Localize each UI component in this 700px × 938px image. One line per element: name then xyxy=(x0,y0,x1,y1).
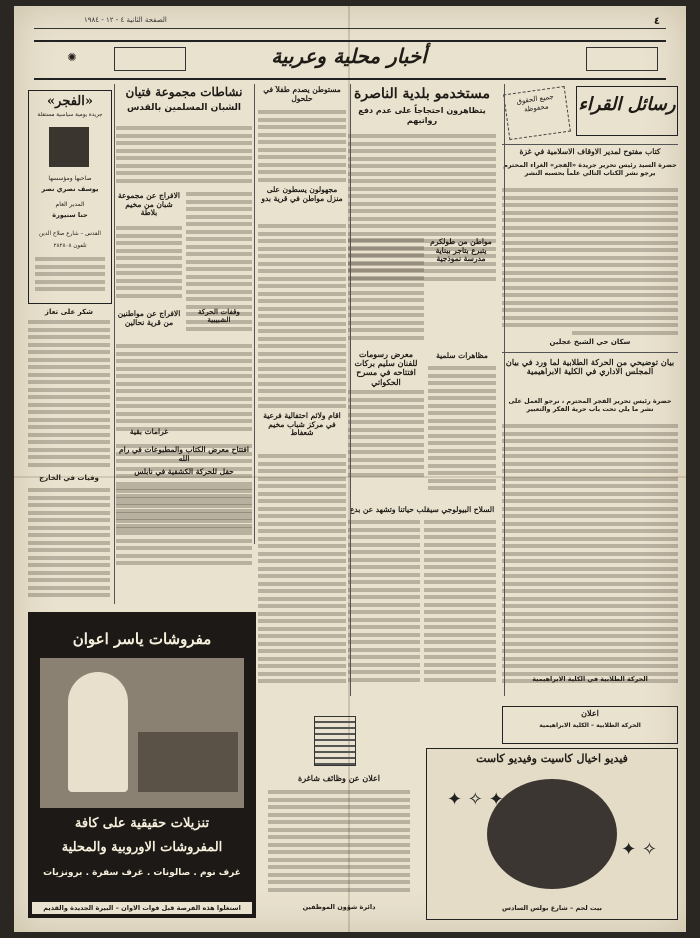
star-decoration: ✦ ✧ ✦ xyxy=(447,789,504,810)
nazareth-subhead: يتظاهرون احتجاجاً على عدم دفع رواتبهم xyxy=(358,106,486,125)
column-rule xyxy=(254,84,255,544)
fajr-phone: تلفون ٢٨٢٨٠٨ xyxy=(53,243,87,249)
editor-name: حنا سنيورة xyxy=(52,211,88,219)
furniture-ad xyxy=(28,612,256,918)
video-ad-footer: بيت لحم – شارع بولس السادس xyxy=(502,904,602,913)
protest-headline: مظاهرات سلمية xyxy=(436,352,488,360)
letter1-body xyxy=(502,188,678,338)
rights-stamp: جميع الحقوق محفوظة xyxy=(503,86,571,140)
settlers-column xyxy=(258,86,346,706)
video-ad xyxy=(426,748,678,920)
shuafat-body xyxy=(258,454,346,687)
balata-headline: الافراج عن مجموعة شبان من مخيم بلاطة xyxy=(118,191,180,218)
woman-illustration xyxy=(487,779,617,889)
fajr-details xyxy=(35,257,105,295)
deaths-body xyxy=(28,488,110,601)
jobs-body xyxy=(268,790,410,895)
thanks-body xyxy=(28,320,110,470)
header-rule xyxy=(34,28,666,29)
readers-letters-column xyxy=(502,86,678,686)
fines-headline: غرامات بقية xyxy=(129,427,169,436)
bio-headline: السلاح البيولوجي سيقلب حياتنا وتشهد عن بدع xyxy=(349,506,495,514)
paper-logo: ✺ xyxy=(67,51,77,64)
column-rule xyxy=(504,84,505,696)
tulkarm-article xyxy=(426,238,496,308)
editor-label: المدير العام xyxy=(55,201,85,208)
nahalin-headline: الافراج عن مواطنين من قرية نحالين xyxy=(117,309,181,327)
notice-title: اعلان xyxy=(581,708,599,718)
letter2-signature: الحركة الطلابية في الكلية الابراهيمية xyxy=(532,675,648,683)
exhibition-article xyxy=(348,238,424,498)
jobs-notice xyxy=(264,706,414,916)
readers-letters-title-box xyxy=(576,86,678,136)
furniture-offer: تنزيلات حقيقية على كافة xyxy=(74,816,210,831)
founder-name: يوسف نصري نصر xyxy=(41,185,99,193)
jobs-headline: اعلان عن وظائف شاغرة xyxy=(298,773,380,783)
letter1-subhead: حضرة السيد رئيس تحرير جريدة «الفجر» الغراء المحترم يرجو نشر الكتاب التالي علماً بحسبه النشر xyxy=(503,161,677,177)
notice-box xyxy=(502,706,678,744)
rule xyxy=(502,144,678,145)
founder-portrait xyxy=(49,127,89,167)
video-ad-title: فيديو اخيال كاسيت وفيديو كاست xyxy=(476,752,628,765)
bed-figure xyxy=(138,732,238,792)
book-fair-headline: افتتاح معرض الكتاب والمطبوعات في رام الله xyxy=(119,445,249,463)
settler-body xyxy=(258,110,346,185)
fajr-masthead-box xyxy=(28,90,112,304)
readers-letters-title: رسائل القراء xyxy=(578,94,676,115)
section-title: أخبار محلية وعربية xyxy=(271,44,427,68)
furniture-footer: استغلوا هذه الفرصة قبل فوات الاوان – البيرة الجديدة والقديم xyxy=(32,902,252,914)
exhibition-lead-body xyxy=(348,238,424,343)
scouts-headline: حفل للحركة الكشفية في نابلس xyxy=(134,467,234,476)
fajr-title: «الفجر» xyxy=(47,94,93,109)
bio-article xyxy=(348,506,496,706)
furniture-items: غرف نوم . صالونات . غرف سفرة . برونزيات xyxy=(43,868,241,878)
deaths-headline: وفيات في الخارج xyxy=(39,474,99,482)
bio-body-right xyxy=(424,520,496,685)
fajr-tagline: جريدة يومية سياسية مستقلة xyxy=(37,111,103,118)
founder-label: صاحبها ومؤسسها xyxy=(48,175,92,182)
burglary-body xyxy=(258,224,346,412)
nazareth-headline: مستخدمو بلدية الناصرة xyxy=(354,86,490,102)
column-rule xyxy=(114,84,115,604)
jobs-office: دائرة شؤون الموظفين xyxy=(302,903,376,912)
settler-headline: مستوطن يصدم طفلاً في حلحول xyxy=(263,86,341,103)
page-meta: الصفحة الثانية ٤ - ١٢ - ١٩٨٤ xyxy=(84,16,167,24)
shabiba-headline: وقفات الحركة الشبيبية xyxy=(197,307,241,325)
bride-figure xyxy=(68,672,128,792)
star-decoration: ✧ ✦ xyxy=(621,839,657,860)
scouts-body xyxy=(116,486,252,569)
youth-subhead: الشبان المسلمين بالقدس xyxy=(127,102,241,113)
building-logo xyxy=(314,716,356,766)
fajr-address: القدس – شارع صلاح الدين xyxy=(39,231,101,237)
section-box-left xyxy=(114,47,186,71)
youth-body xyxy=(116,126,252,186)
exhibition-headline: معرض رسومات للفنان سليم بركات افتتاحه في مسرح الحكواتي xyxy=(354,349,418,387)
newspaper-page xyxy=(14,6,686,932)
letter2-body xyxy=(502,424,678,686)
thanks-headline: شكر على تعاز xyxy=(44,308,94,316)
furniture-products: المفروشات الاوروبية والمحلية xyxy=(61,840,223,855)
protest-article xyxy=(428,352,496,502)
rule xyxy=(502,352,678,353)
protest-body xyxy=(428,366,496,494)
column-rule xyxy=(350,84,351,696)
exhibition-body xyxy=(348,390,424,480)
tulkarm-headline: مواطن من طولكرم يتبرع بتاجر ببناية مدرسة نموذجية xyxy=(430,238,492,264)
bio-body-left xyxy=(348,520,420,685)
letter2-subhead: حضرة رئيس تحرير الفجر المحترم ، نرجو العمل على نشر ما يلي تحت باب حرية الفكر والتعبير xyxy=(508,397,672,413)
letter1-headline: كتاب مفتوح لمدير الاوقاف الاسلامية في غزة xyxy=(519,147,661,156)
section-box-right xyxy=(586,47,658,71)
shuafat-headline: اقام ولائم احتفالية فرعية في مركز شباب مخيم شعفاط xyxy=(263,411,341,438)
youth-body-3 xyxy=(116,344,252,434)
deaths-column xyxy=(28,308,110,608)
letter2-headline: بيان توضيحي من الحركة الطلابية لما ورد في بيان المجلس الاداري في الكلية الابراهيمية xyxy=(505,357,675,377)
youth-headline: نشاطات مجموعة فتيان xyxy=(125,86,243,99)
notice-signature: الحركة الطلابية – الكلية الابراهيمية xyxy=(539,722,641,730)
letter2-kicker: سكان حي الشيخ عجلين xyxy=(549,338,631,346)
furniture-brand: مفروشات ياسر اعوان xyxy=(72,630,212,648)
page-number: ٤ xyxy=(653,16,660,27)
section-bar xyxy=(34,40,666,80)
youth-column xyxy=(116,86,252,546)
balata-body xyxy=(116,226,182,301)
burglary-headline: مجهولون يسطون على منزل مواطن في قرية بدو xyxy=(261,185,343,203)
